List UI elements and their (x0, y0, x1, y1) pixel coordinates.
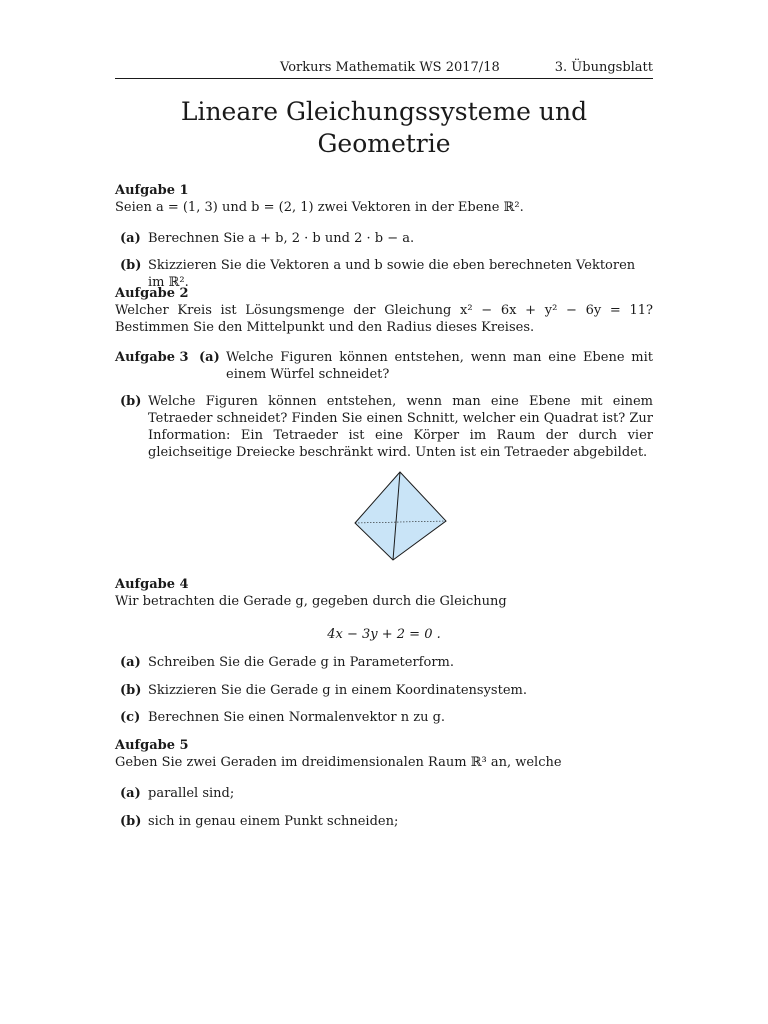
item-label: (a) (120, 786, 141, 801)
item-text: Berechnen Sie einen Normalenvektor n zu g. (148, 710, 446, 725)
title-line-2: Geometrie (317, 129, 451, 158)
item-label: (b) (120, 683, 142, 698)
item-text: sich in genau einem Punkt schneiden; (148, 814, 399, 829)
item-label: (a) (199, 350, 220, 365)
tetrahedron-figure (350, 470, 450, 562)
task-heading: Aufgabe 2 (115, 286, 189, 301)
task-intro: Geben Sie zwei Geraden im dreidimensionalen Raum ℝ³ an, welche (115, 755, 562, 770)
header-rule (115, 78, 653, 79)
task-intro: Wir betrachten die Gerade g, gegeben durch die Gleichung (115, 594, 507, 609)
item-text: Skizzieren Sie die Gerade g in einem Koordinatensystem. (148, 683, 527, 698)
task-4 (115, 576, 653, 610)
task-heading: Aufgabe 1 (115, 183, 189, 198)
item-label: (b) (120, 814, 142, 829)
task-heading: Aufgabe 5 (115, 738, 189, 753)
task-heading: Aufgabe 4 (115, 577, 189, 592)
task-intro: Welcher Kreis ist Lösungsmenge der Gleichung x² − 6x + y² − 6y = 11? Bestimmen Sie den Mittelpunkt und den Radius dieses Kreises. (115, 303, 653, 335)
task-5 (115, 737, 653, 771)
item-text: Berechnen Sie a + b, 2 · b und 2 · b − a. (148, 231, 415, 246)
title-line-1: Lineare Gleichungssysteme und (180, 97, 588, 126)
item-label: (c) (120, 710, 141, 725)
item-text: Welche Figuren können entstehen, wenn man eine Ebene mit einem Tetraeder schneidet? Finden Sie einen Schnitt, welcher ein Quadrat ist? Zur Information: Ein Tetraeder ist eine Körper im Raum der durch vier gleichseitige Dreiecke beschränkt wird. Unten ist ein Tetraeder abgebildet. (148, 394, 653, 460)
course-title: Vorkurs Mathematik WS 2017/18 (280, 60, 500, 75)
task-intro: Seien a = (1, 3) und b = (2, 1) zwei Vektoren in der Ebene ℝ². (115, 200, 524, 215)
sheet-number: 3. Übungsblatt (554, 60, 653, 75)
item-label: (a) (120, 231, 141, 246)
task-2 (115, 285, 653, 336)
document-title (115, 96, 653, 160)
item-label: (b) (120, 394, 142, 409)
tetrahedron-outline (355, 472, 446, 560)
item-label: (a) (120, 655, 141, 670)
task-heading: Aufgabe 3 (115, 350, 189, 365)
line-equation: 4x − 3y + 2 = 0 . (327, 627, 441, 642)
item-text: parallel sind; (148, 786, 235, 801)
item-text: Schreiben Sie die Gerade g in Parameterform. (148, 655, 454, 670)
item-text: Welche Figuren können entstehen, wenn man eine Ebene mit einem Würfel schneidet? (226, 350, 653, 382)
item-label: (b) (120, 258, 142, 273)
item-text: Skizzieren Sie die Vektoren a und b sowie die eben berechneten Vektoren im ℝ². (148, 258, 636, 290)
task-1 (115, 182, 653, 216)
